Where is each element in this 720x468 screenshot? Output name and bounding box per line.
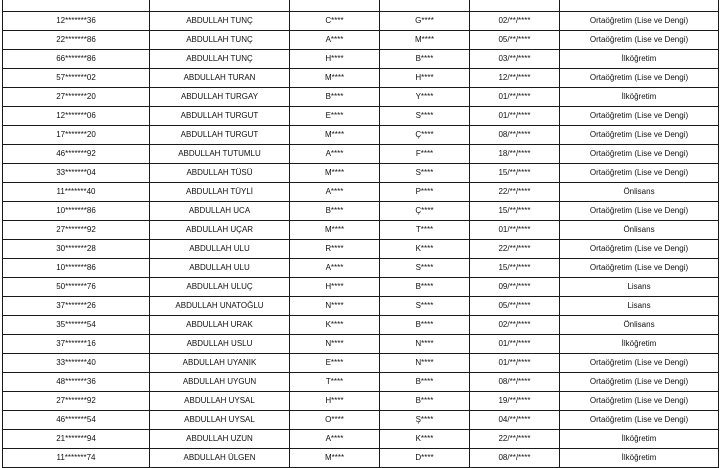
birth-date-cell: 15/**/****: [470, 259, 560, 278]
name-cell: ABDULLAH ULUÇ: [150, 278, 290, 297]
table-row: [3, 316, 719, 335]
birth-date-cell: 19/**/****: [470, 392, 560, 411]
name-cell: ABDULLAH TUNÇ: [150, 31, 290, 50]
father-name-cell: H****: [290, 392, 380, 411]
tc-number-cell: 10*******86: [3, 202, 150, 221]
name-cell: ABDULLAH UYANIK: [150, 354, 290, 373]
mother-name-cell: B****: [380, 278, 470, 297]
table-row: [3, 183, 719, 202]
name-cell: ABDULLAH TUNÇ: [150, 50, 290, 69]
birth-date-cell: 18/**/****: [470, 145, 560, 164]
records-table-body: [3, 0, 719, 468]
father-name-cell: B****: [290, 202, 380, 221]
name-cell: ABDULLAH UNATOĞLU: [150, 297, 290, 316]
education-cell: Ortaöğretim (Lise ve Dengi): [560, 392, 719, 411]
name-cell: ABDULLAH TURGAY: [150, 88, 290, 107]
mother-name-cell: K****: [380, 430, 470, 449]
education-cell: Ortaöğretim (Lise ve Dengi): [560, 411, 719, 430]
name-cell: ABDULLAH ULU: [150, 259, 290, 278]
mother-name-cell: F****: [380, 145, 470, 164]
father-name-cell: T****: [290, 373, 380, 392]
tc-number-cell: 66*******86: [3, 50, 150, 69]
mother-name-cell: K****: [380, 240, 470, 259]
name-cell: ABDULLAH TÜSÜ: [150, 164, 290, 183]
name-cell: ABDULLAH UCA: [150, 202, 290, 221]
tc-number-cell: 27*******20: [3, 88, 150, 107]
name-cell: ABDULLAH UYSAL: [150, 411, 290, 430]
birth-date-cell: 09/**/****: [470, 278, 560, 297]
stub-cell: [150, 0, 290, 12]
mother-name-cell: G****: [380, 12, 470, 31]
table-row: [3, 69, 719, 88]
father-name-cell: C****: [290, 12, 380, 31]
tc-number-cell: 37*******26: [3, 297, 150, 316]
education-cell: Önlisans: [560, 316, 719, 335]
father-name-cell: M****: [290, 221, 380, 240]
table-row: [3, 449, 719, 468]
mother-name-cell: S****: [380, 107, 470, 126]
father-name-cell: A****: [290, 259, 380, 278]
table-row: [3, 240, 719, 259]
name-cell: ABDULLAH TURGUT: [150, 126, 290, 145]
birth-date-cell: 01/**/****: [470, 335, 560, 354]
tc-number-cell: 12*******06: [3, 107, 150, 126]
table-row: [3, 202, 719, 221]
birth-date-cell: 08/**/****: [470, 126, 560, 145]
stub-row: [3, 0, 719, 12]
name-cell: ABDULLAH URAK: [150, 316, 290, 335]
mother-name-cell: P****: [380, 183, 470, 202]
table-row: [3, 12, 719, 31]
stub-cell: [3, 0, 150, 12]
tc-number-cell: 46*******92: [3, 145, 150, 164]
name-cell: ABDULLAH TUNÇ: [150, 12, 290, 31]
education-cell: İlköğretim: [560, 335, 719, 354]
tc-number-cell: 46*******54: [3, 411, 150, 430]
mother-name-cell: B****: [380, 50, 470, 69]
father-name-cell: M****: [290, 449, 380, 468]
table-row: [3, 430, 719, 449]
mother-name-cell: N****: [380, 335, 470, 354]
birth-date-cell: 22/**/****: [470, 183, 560, 202]
education-cell: Ortaöğretim (Lise ve Dengi): [560, 354, 719, 373]
father-name-cell: O****: [290, 411, 380, 430]
birth-date-cell: 22/**/****: [470, 240, 560, 259]
birth-date-cell: 01/**/****: [470, 221, 560, 240]
table-row: [3, 335, 719, 354]
tc-number-cell: 33*******40: [3, 354, 150, 373]
table-row: [3, 411, 719, 430]
father-name-cell: N****: [290, 297, 380, 316]
tc-number-cell: 27*******92: [3, 392, 150, 411]
birth-date-cell: 15/**/****: [470, 202, 560, 221]
stub-cell: [380, 0, 470, 12]
table-row: [3, 373, 719, 392]
education-cell: İlköğretim: [560, 88, 719, 107]
birth-date-cell: 02/**/****: [470, 12, 560, 31]
table-row: [3, 354, 719, 373]
birth-date-cell: 08/**/****: [470, 449, 560, 468]
name-cell: ABDULLAH TURAN: [150, 69, 290, 88]
tc-number-cell: 11*******74: [3, 449, 150, 468]
mother-name-cell: S****: [380, 259, 470, 278]
stub-cell: [290, 0, 380, 12]
mother-name-cell: B****: [380, 316, 470, 335]
education-cell: Ortaöğretim (Lise ve Dengi): [560, 31, 719, 50]
name-cell: ABDULLAH UYSAL: [150, 392, 290, 411]
education-cell: Ortaöğretim (Lise ve Dengi): [560, 145, 719, 164]
mother-name-cell: M****: [380, 31, 470, 50]
father-name-cell: H****: [290, 50, 380, 69]
education-cell: Ortaöğretim (Lise ve Dengi): [560, 202, 719, 221]
education-cell: Lisans: [560, 297, 719, 316]
tc-number-cell: 37*******16: [3, 335, 150, 354]
education-cell: Önlisans: [560, 221, 719, 240]
tc-number-cell: 48*******36: [3, 373, 150, 392]
tc-number-cell: 21*******94: [3, 430, 150, 449]
mother-name-cell: Ç****: [380, 202, 470, 221]
tc-number-cell: 12*******36: [3, 12, 150, 31]
education-cell: Ortaöğretim (Lise ve Dengi): [560, 240, 719, 259]
education-cell: İlköğretim: [560, 50, 719, 69]
mother-name-cell: Y****: [380, 88, 470, 107]
education-cell: Ortaöğretim (Lise ve Dengi): [560, 69, 719, 88]
education-cell: Ortaöğretim (Lise ve Dengi): [560, 373, 719, 392]
father-name-cell: M****: [290, 126, 380, 145]
tc-number-cell: 22*******86: [3, 31, 150, 50]
name-cell: ABDULLAH ÜLGEN: [150, 449, 290, 468]
birth-date-cell: 02/**/****: [470, 316, 560, 335]
records-table: [2, 0, 719, 468]
tc-number-cell: 17*******20: [3, 126, 150, 145]
education-cell: Ortaöğretim (Lise ve Dengi): [560, 107, 719, 126]
tc-number-cell: 10*******86: [3, 259, 150, 278]
tc-number-cell: 35*******54: [3, 316, 150, 335]
birth-date-cell: 04/**/****: [470, 411, 560, 430]
table-row: [3, 297, 719, 316]
table-row: [3, 221, 719, 240]
mother-name-cell: B****: [380, 373, 470, 392]
table-row: [3, 107, 719, 126]
tc-number-cell: 50*******76: [3, 278, 150, 297]
father-name-cell: A****: [290, 430, 380, 449]
table-row: [3, 278, 719, 297]
birth-date-cell: 22/**/****: [470, 430, 560, 449]
name-cell: ABDULLAH USLU: [150, 335, 290, 354]
education-cell: Önlisans: [560, 183, 719, 202]
father-name-cell: K****: [290, 316, 380, 335]
father-name-cell: N****: [290, 335, 380, 354]
education-cell: İlköğretim: [560, 430, 719, 449]
birth-date-cell: 12/**/****: [470, 69, 560, 88]
father-name-cell: M****: [290, 69, 380, 88]
name-cell: ABDULLAH UÇAR: [150, 221, 290, 240]
tc-number-cell: 33*******04: [3, 164, 150, 183]
education-cell: İlköğretim: [560, 449, 719, 468]
table-row: [3, 145, 719, 164]
mother-name-cell: Ş****: [380, 411, 470, 430]
table-row: [3, 259, 719, 278]
birth-date-cell: 01/**/****: [470, 88, 560, 107]
education-cell: Lisans: [560, 278, 719, 297]
father-name-cell: R****: [290, 240, 380, 259]
table-row: [3, 126, 719, 145]
birth-date-cell: 01/**/****: [470, 107, 560, 126]
mother-name-cell: H****: [380, 69, 470, 88]
name-cell: ABDULLAH UYGUN: [150, 373, 290, 392]
mother-name-cell: Ç****: [380, 126, 470, 145]
father-name-cell: M****: [290, 164, 380, 183]
tc-number-cell: 57*******02: [3, 69, 150, 88]
mother-name-cell: D****: [380, 449, 470, 468]
education-cell: Ortaöğretim (Lise ve Dengi): [560, 12, 719, 31]
birth-date-cell: 08/**/****: [470, 373, 560, 392]
birth-date-cell: 15/**/****: [470, 164, 560, 183]
table-row: [3, 164, 719, 183]
father-name-cell: B****: [290, 88, 380, 107]
birth-date-cell: 05/**/****: [470, 297, 560, 316]
name-cell: ABDULLAH ULU: [150, 240, 290, 259]
father-name-cell: A****: [290, 145, 380, 164]
mother-name-cell: S****: [380, 164, 470, 183]
stub-cell: [560, 0, 719, 12]
mother-name-cell: T****: [380, 221, 470, 240]
name-cell: ABDULLAH TURGUT: [150, 107, 290, 126]
table-row: [3, 50, 719, 69]
education-cell: Ortaöğretim (Lise ve Dengi): [560, 164, 719, 183]
birth-date-cell: 01/**/****: [470, 354, 560, 373]
table-row: [3, 392, 719, 411]
name-cell: ABDULLAH TÜYLİ: [150, 183, 290, 202]
mother-name-cell: B****: [380, 392, 470, 411]
tc-number-cell: 27*******92: [3, 221, 150, 240]
father-name-cell: A****: [290, 183, 380, 202]
father-name-cell: E****: [290, 354, 380, 373]
mother-name-cell: N****: [380, 354, 470, 373]
father-name-cell: H****: [290, 278, 380, 297]
stub-cell: [470, 0, 560, 12]
table-row: [3, 31, 719, 50]
education-cell: Ortaöğretim (Lise ve Dengi): [560, 259, 719, 278]
birth-date-cell: 03/**/****: [470, 50, 560, 69]
birth-date-cell: 05/**/****: [470, 31, 560, 50]
mother-name-cell: S****: [380, 297, 470, 316]
education-cell: Ortaöğretim (Lise ve Dengi): [560, 126, 719, 145]
name-cell: ABDULLAH UZUN: [150, 430, 290, 449]
father-name-cell: A****: [290, 31, 380, 50]
name-cell: ABDULLAH TUTUMLU: [150, 145, 290, 164]
father-name-cell: E****: [290, 107, 380, 126]
tc-number-cell: 30*******28: [3, 240, 150, 259]
table-row: [3, 88, 719, 107]
tc-number-cell: 11*******40: [3, 183, 150, 202]
